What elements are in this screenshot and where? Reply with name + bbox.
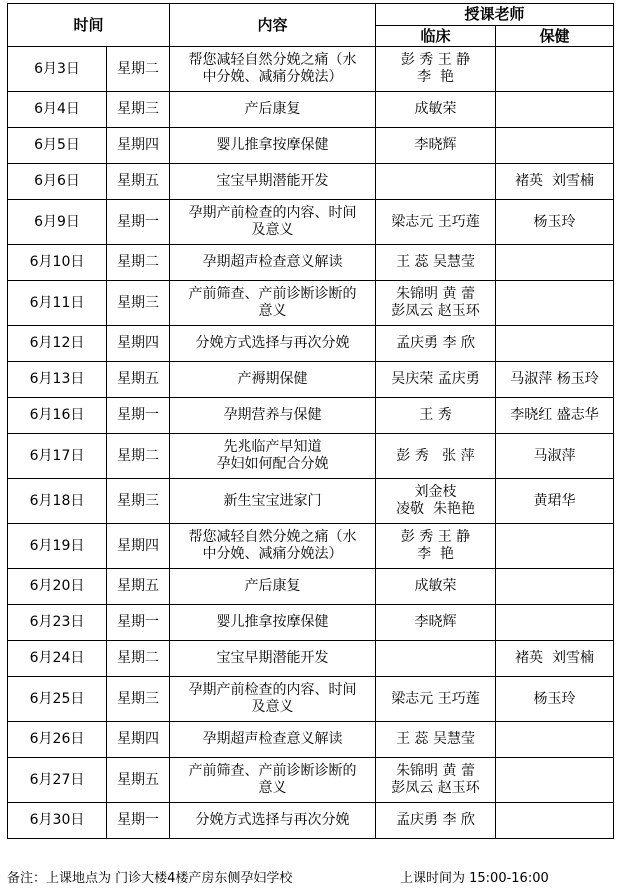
table-row: [8, 245, 614, 281]
weekday-text: 星期四: [117, 137, 159, 153]
clinical-teacher-line: 凌敬 朱艳艳: [396, 501, 475, 517]
date-cell: [8, 128, 107, 164]
clinical-teacher-cell: [376, 398, 496, 434]
healthcare-teacher-cell: [496, 200, 614, 245]
date-text: 6月17日: [29, 447, 85, 464]
date-cell: [8, 569, 107, 605]
clinical-teacher-line: 吴庆荣 孟庆勇: [391, 371, 480, 387]
healthcare-teacher-cell: [496, 362, 614, 398]
weekday-text: 星期五: [117, 771, 159, 788]
date-text: 6月11日: [29, 294, 85, 311]
content-line: 帮您减轻自然分娩之痛（水: [188, 52, 357, 68]
clinical-teacher-cell: [376, 569, 496, 605]
weekday-cell: [107, 47, 170, 92]
weekday-text: 星期一: [117, 812, 159, 828]
header-healthcare: 保健: [496, 26, 614, 47]
healthcare-teacher-cell: [496, 641, 614, 677]
clinical-teacher-line: 彭凤云 赵玉环: [391, 780, 480, 796]
content-line: 中分娩、减痛分娩法）: [202, 69, 343, 85]
content-cell: [170, 362, 376, 398]
date-text: 6月23日: [29, 614, 85, 630]
table-row: [8, 605, 614, 641]
footer-time: 上课时间为 15:00-16:00: [400, 871, 549, 886]
weekday-cell: [107, 758, 170, 803]
content-cell: [170, 605, 376, 641]
date-cell: [8, 479, 107, 524]
date-cell: [8, 641, 107, 677]
content-cell: [170, 200, 376, 245]
content-line: 孕期超声检查意义解读: [202, 731, 343, 747]
content-line: 及意义: [251, 222, 294, 238]
footer-location: 备注：上课地点为 门诊大楼4楼产房东侧孕妇学校: [7, 871, 293, 886]
content-cell: [170, 641, 376, 677]
content-line: 孕期产前检查的内容、时间: [188, 682, 357, 698]
clinical-teacher-line: 孟庆勇 李 欣: [396, 335, 475, 351]
content-cell: [170, 722, 376, 758]
clinical-teacher-line: 李 艳: [417, 69, 454, 85]
weekday-text: 星期四: [117, 731, 159, 747]
weekday-text: 星期四: [117, 335, 159, 351]
clinical-teacher-cell: [376, 722, 496, 758]
clinical-teacher-line: 刘金枝: [414, 484, 457, 500]
clinical-teacher-cell: [376, 524, 496, 569]
clinical-teacher-line: 王 蕊 吴慧莹: [396, 731, 475, 747]
clinical-teacher-line: 王 蕊 吴慧莹: [396, 254, 475, 270]
clinical-teacher-line: 成敏荣: [414, 101, 457, 117]
table-row: [8, 479, 614, 524]
content-cell: [170, 524, 376, 569]
clinical-teacher-line: 李晓辉: [414, 614, 457, 630]
healthcare-teacher-cell: [496, 677, 614, 722]
date-text: 6月5日: [34, 137, 80, 153]
content-line: 产前筛查、产前诊断诊断的: [188, 763, 357, 779]
content-cell: [170, 128, 376, 164]
content-line: 先兆临产早知道: [223, 439, 322, 455]
healthcare-teacher-cell: [496, 281, 614, 326]
clinical-teacher-cell: [376, 641, 496, 677]
content-line: 婴儿推拿按摩保健: [216, 614, 329, 630]
weekday-text: 星期二: [117, 254, 159, 270]
table-row: [8, 362, 614, 398]
clinical-teacher-line: 李 艳: [417, 546, 454, 562]
clinical-teacher-line: 朱锦明 黄 蕾: [396, 286, 475, 302]
clinical-teacher-cell: [376, 479, 496, 524]
clinical-teacher-cell: [376, 200, 496, 245]
content-cell: [170, 245, 376, 281]
weekday-text: 星期五: [117, 578, 159, 594]
table-row: [8, 326, 614, 362]
date-text: 6月10日: [29, 254, 85, 270]
healthcare-teacher-cell: [496, 326, 614, 362]
weekday-text: 星期一: [117, 213, 159, 230]
healthcare-teacher-cell: [496, 524, 614, 569]
table-row: [8, 200, 614, 245]
weekday-cell: [107, 326, 170, 362]
healthcare-teacher-cell: [496, 245, 614, 281]
clinical-teacher-cell: [376, 677, 496, 722]
date-cell: [8, 164, 107, 200]
content-cell: [170, 164, 376, 200]
clinical-teacher-cell: [376, 362, 496, 398]
healthcare-teacher-cell: [496, 758, 614, 803]
date-cell: [8, 758, 107, 803]
weekday-cell: [107, 281, 170, 326]
date-cell: [8, 605, 107, 641]
weekday-text: 星期三: [117, 690, 159, 707]
date-cell: [8, 398, 107, 434]
weekday-cell: [107, 479, 170, 524]
date-text: 6月25日: [29, 690, 85, 707]
content-cell: [170, 281, 376, 326]
content-cell: [170, 326, 376, 362]
weekday-cell: [107, 92, 170, 128]
healthcare-teacher-cell: [496, 128, 614, 164]
header-teachers: 授课老师: [376, 4, 614, 26]
table-row: [8, 524, 614, 569]
content-line: 及意义: [251, 699, 294, 715]
date-text: 6月6日: [34, 173, 80, 189]
table-row: [8, 128, 614, 164]
weekday-cell: [107, 362, 170, 398]
content-line: 孕期产前检查的内容、时间: [188, 205, 357, 221]
table-row: [8, 758, 614, 803]
date-text: 6月4日: [34, 101, 80, 117]
weekday-cell: [107, 569, 170, 605]
content-line: 新生宝宝进家门: [223, 492, 322, 509]
date-cell: [8, 245, 107, 281]
clinical-teacher-line: 梁志元 王巧莲: [391, 690, 480, 707]
clinical-teacher-cell: [376, 281, 496, 326]
date-text: 6月9日: [34, 213, 80, 230]
weekday-cell: [107, 677, 170, 722]
date-cell: [8, 722, 107, 758]
content-line: 产前筛查、产前诊断诊断的: [188, 286, 357, 302]
table-row: [8, 722, 614, 758]
content-line: 帮您减轻自然分娩之痛（水: [188, 529, 357, 545]
clinical-teacher-line: 李晓辉: [414, 137, 457, 153]
clinical-teacher-cell: [376, 47, 496, 92]
table-row: [8, 434, 614, 479]
date-cell: [8, 326, 107, 362]
weekday-text: 星期五: [117, 173, 159, 189]
date-text: 6月18日: [29, 492, 85, 509]
weekday-text: 星期三: [117, 492, 159, 509]
weekday-cell: [107, 524, 170, 569]
clinical-teacher-line: 梁志元 王巧莲: [391, 213, 480, 230]
content-cell: [170, 677, 376, 722]
weekday-cell: [107, 605, 170, 641]
weekday-text: 星期三: [117, 294, 159, 311]
date-text: 6月27日: [29, 771, 85, 788]
content-line: 宝宝早期潜能开发: [216, 650, 329, 666]
healthcare-teacher-cell: [496, 92, 614, 128]
weekday-text: 星期三: [117, 101, 159, 117]
date-cell: [8, 803, 107, 839]
healthcare-teacher-cell: [496, 47, 614, 92]
weekday-cell: [107, 722, 170, 758]
date-text: 6月16日: [29, 407, 85, 423]
weekday-text: 星期五: [117, 371, 159, 387]
weekday-cell: [107, 641, 170, 677]
table-row: [8, 641, 614, 677]
date-text: 6月3日: [34, 60, 80, 77]
clinical-teacher-cell: [376, 326, 496, 362]
table-row: [8, 164, 614, 200]
content-line: 孕期超声检查意义解读: [202, 254, 343, 270]
date-cell: [8, 524, 107, 569]
clinical-teacher-line: 成敏荣: [414, 578, 457, 594]
date-text: 6月26日: [29, 731, 85, 747]
weekday-cell: [107, 245, 170, 281]
clinical-teacher-line: 彭 秀 王 静: [400, 529, 471, 545]
clinical-teacher-line: 孟庆勇 李 欣: [396, 812, 475, 828]
content-line: 产后康复: [244, 101, 301, 117]
weekday-text: 星期二: [117, 650, 159, 666]
healthcare-teacher-line: 李晓红 盛志华: [510, 407, 599, 423]
weekday-cell: [107, 200, 170, 245]
date-cell: [8, 92, 107, 128]
content-line: 意义: [258, 303, 287, 319]
healthcare-teacher-line: 黄珺华: [533, 492, 576, 509]
healthcare-teacher-cell: [496, 398, 614, 434]
table-row: [8, 803, 614, 839]
header-time: 时间: [8, 4, 170, 47]
table-row: [8, 569, 614, 605]
weekday-cell: [107, 434, 170, 479]
table-row: [8, 398, 614, 434]
content-line: 分娩方式选择与再次分娩: [195, 812, 350, 828]
content-line: 产褥期保健: [237, 371, 308, 387]
clinical-teacher-line: 彭 秀 张 萍: [396, 447, 475, 464]
healthcare-teacher-line: 马淑萍 杨玉玲: [510, 371, 599, 387]
content-cell: [170, 398, 376, 434]
healthcare-teacher-line: 杨玉玲: [533, 690, 576, 707]
content-line: 婴儿推拿按摩保健: [216, 137, 329, 153]
healthcare-teacher-cell: [496, 479, 614, 524]
healthcare-teacher-cell: [496, 434, 614, 479]
healthcare-teacher-line: 马淑萍: [533, 447, 576, 464]
weekday-cell: [107, 128, 170, 164]
clinical-teacher-line: 王 秀: [419, 407, 452, 423]
date-text: 6月30日: [29, 812, 85, 828]
content-line: 孕妇如何配合分娩: [216, 456, 329, 472]
healthcare-teacher-line: 褚英 刘雪楠: [515, 650, 594, 666]
weekday-text: 星期一: [117, 407, 159, 423]
date-cell: [8, 47, 107, 92]
healthcare-teacher-cell: [496, 722, 614, 758]
content-cell: [170, 47, 376, 92]
content-cell: [170, 434, 376, 479]
weekday-text: 星期二: [117, 447, 159, 464]
healthcare-teacher-cell: [496, 164, 614, 200]
content-line: 产后康复: [244, 578, 301, 594]
content-cell: [170, 479, 376, 524]
healthcare-teacher-cell: [496, 605, 614, 641]
date-text: 6月19日: [29, 537, 85, 554]
clinical-teacher-cell: [376, 245, 496, 281]
content-cell: [170, 803, 376, 839]
date-cell: [8, 200, 107, 245]
clinical-teacher-cell: [376, 605, 496, 641]
content-cell: [170, 569, 376, 605]
content-line: 中分娩、减痛分娩法）: [202, 546, 343, 562]
date-text: 6月20日: [29, 578, 85, 594]
healthcare-teacher-cell: [496, 569, 614, 605]
date-text: 6月12日: [29, 335, 85, 351]
header-content: 内容: [170, 4, 376, 47]
content-line: 分娩方式选择与再次分娩: [195, 335, 350, 351]
healthcare-teacher-line: 褚英 刘雪楠: [515, 173, 594, 189]
clinical-teacher-cell: [376, 758, 496, 803]
clinical-teacher-cell: [376, 92, 496, 128]
weekday-cell: [107, 164, 170, 200]
weekday-text: 星期二: [117, 60, 159, 77]
weekday-text: 星期四: [117, 537, 159, 554]
clinical-teacher-line: 朱锦明 黄 蕾: [396, 763, 475, 779]
healthcare-teacher-line: 杨玉玲: [533, 213, 576, 230]
content-cell: [170, 758, 376, 803]
table-row: [8, 281, 614, 326]
clinical-teacher-line: 彭凤云 赵玉环: [391, 303, 480, 319]
date-cell: [8, 677, 107, 722]
header-clinical: 临床: [376, 26, 496, 47]
footer-note: [7, 867, 613, 886]
clinical-teacher-line: 彭 秀 王 静: [400, 52, 471, 68]
table-row: [8, 92, 614, 128]
date-cell: [8, 434, 107, 479]
content-line: 宝宝早期潜能开发: [216, 173, 329, 189]
date-text: 6月13日: [29, 371, 85, 387]
table-row: [8, 47, 614, 92]
date-cell: [8, 362, 107, 398]
healthcare-teacher-cell: [496, 803, 614, 839]
weekday-cell: [107, 398, 170, 434]
clinical-teacher-cell: [376, 803, 496, 839]
schedule-table: [7, 3, 614, 839]
clinical-teacher-cell: [376, 164, 496, 200]
clinical-teacher-cell: [376, 434, 496, 479]
content-line: 孕期营养与保健: [223, 407, 322, 423]
content-line: 意义: [258, 780, 287, 796]
weekday-cell: [107, 803, 170, 839]
table-row: [8, 677, 614, 722]
content-cell: [170, 92, 376, 128]
date-text: 6月24日: [29, 650, 85, 666]
clinical-teacher-cell: [376, 128, 496, 164]
weekday-text: 星期一: [117, 614, 159, 630]
date-cell: [8, 281, 107, 326]
